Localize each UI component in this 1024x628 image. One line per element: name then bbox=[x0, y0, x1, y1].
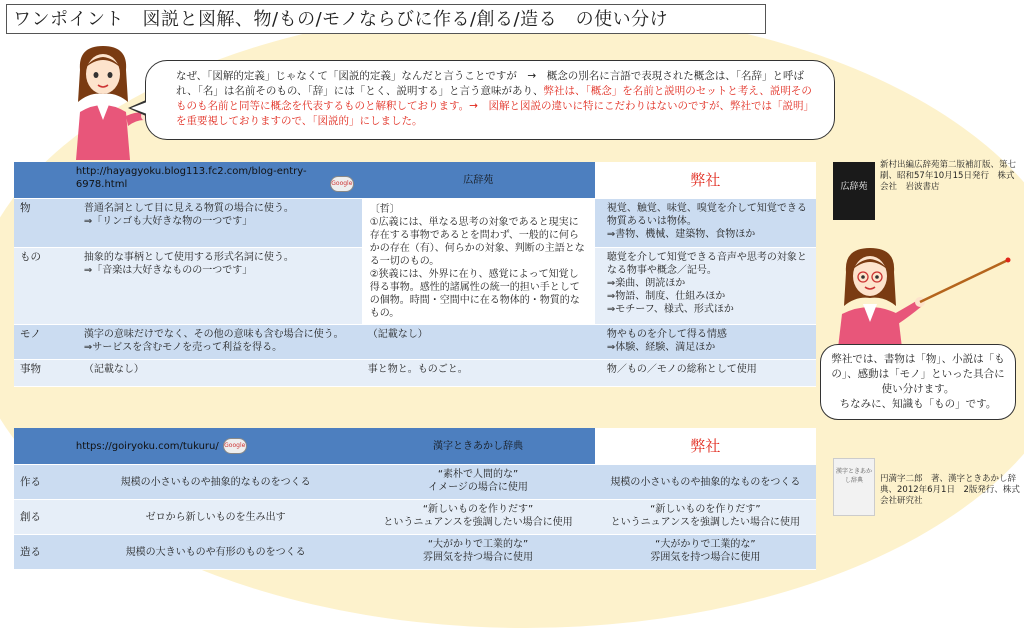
table-mono-header bbox=[14, 162, 816, 199]
mine-cell: 聴覚を介して知覚できる音声や思考の対象となる物事や概念／記号。 ⇒楽曲、朗読ほか ⇒物語、制度、仕組みほか ⇒モチーフ、様式、形式ほか bbox=[595, 247, 816, 324]
dict-cell: （記載なし） bbox=[362, 325, 595, 360]
koujien-book-image: 広辞苑 bbox=[833, 162, 875, 220]
term-cell: 物 bbox=[14, 199, 70, 248]
term-cell: 創る bbox=[14, 500, 70, 535]
table-tsukuru bbox=[14, 428, 816, 570]
header-mine: 弊社 bbox=[595, 162, 816, 199]
table-row bbox=[14, 465, 816, 500]
web-cell: 普通名詞として目に見える物質の場合に使う。 ⇒「リンゴも大好きな物の一つです」 bbox=[70, 199, 362, 248]
book2-info: 円満字二郎 著、漢字ときあかし辞典、2012年6月1日 2版発行、株式会社研究社 bbox=[880, 474, 1020, 506]
dict-merged-cell: 〔哲〕 ①広義には、単なる思考の対象であると現実に存在する事物であるとを問わず、一般的に何らかの存在（有）、何らかの対象、判断の主語となる一切のもの。 ②狭義には、外界に在り、感覚によって知覚し得る事物。感性的諸属性の統一的担い手としての個物。時間・空間中に在る物体的・物質的なもの。 bbox=[362, 199, 595, 325]
book1-info: 新村出編広辞苑第二版補訂版、第七刷、昭和57年10月15日発行 株式会社 岩波書店 bbox=[880, 160, 1017, 192]
table-row bbox=[14, 360, 816, 387]
source-url-link[interactable]: https://goiryoku.com/tukuru/ bbox=[75, 441, 219, 452]
header-url-cell bbox=[70, 428, 362, 465]
table-row bbox=[14, 325, 816, 360]
header-url-cell bbox=[70, 162, 362, 199]
table-mono bbox=[14, 162, 816, 387]
header-dict: 漢字ときあかし辞典 bbox=[361, 428, 594, 465]
mine-cell: 物／もの／モノの総称として使用 bbox=[595, 360, 816, 387]
web-cell: 規模の小さいものや抽象的なものをつくる bbox=[70, 465, 362, 500]
intro-speech-bubble bbox=[145, 60, 835, 140]
dict-cell: “大がかりで工業的な” 雰囲気を持つ場合に使用 bbox=[361, 535, 594, 570]
google-icon: Google bbox=[330, 176, 354, 192]
mine-cell: “大がかりで工業的な” 雰囲気を持つ場合に使用 bbox=[595, 535, 816, 570]
term-cell: モノ bbox=[14, 325, 70, 360]
mine-cell: 規模の小さいものや抽象的なものをつくる bbox=[595, 465, 816, 500]
dict-cell: “素朴で人間的な” イメージの場合に使用 bbox=[361, 465, 594, 500]
kanji-dictionary-book-image: 漢字ときあかし辞典 bbox=[833, 458, 875, 516]
web-cell: 規模の大きいものや有形のものをつくる bbox=[70, 535, 362, 570]
dict-cell: 事と物と。ものごと。 bbox=[362, 360, 595, 387]
web-cell: ゼロから新しいものを生み出す bbox=[70, 500, 362, 535]
table-row bbox=[14, 199, 816, 248]
header-empty bbox=[14, 428, 70, 465]
dict-cell: “新しいものを作りだす” というニュアンスを強調したい場合に使用 bbox=[361, 500, 594, 535]
header-mine: 弊社 bbox=[595, 428, 816, 465]
teacher-girl-illustration bbox=[828, 244, 1018, 348]
header-empty bbox=[14, 162, 70, 199]
table-row bbox=[14, 535, 816, 570]
page-title: ワンポイント 図説と図解、物/もの/モノならびに作る/創る/造る の使い分け bbox=[6, 4, 766, 34]
intro-text-2: 弊社は、「概念」を名前と説明のセットと考え、説明そのものも名前と同等に概念を代表するものと解釈しております。→ bbox=[176, 85, 812, 112]
header-dict: 広辞苑 bbox=[362, 162, 595, 199]
term-cell: 事物 bbox=[14, 360, 70, 387]
intro-text-1: なぜ、「図解的定義」じゃなくて「図説的定義」なんだと言うことですが → 概念の別名に言語で表現された概念は、「名辞」と呼ばれ、「名」は名前そのもの、「辞」には「とく、説明する」と言う意味があり、 bbox=[176, 70, 804, 97]
term-cell: 造る bbox=[14, 535, 70, 570]
table-tsukuru-header bbox=[14, 428, 816, 465]
table-row bbox=[14, 500, 816, 535]
source-url-link[interactable]: http://hayagyoku.blog113.fc2.com/blog-entry-6978.html bbox=[75, 166, 307, 190]
google-icon: Google bbox=[223, 438, 247, 454]
mine-cell: “新しいものを作りだす” というニュアンスを強調したい場合に使用 bbox=[595, 500, 816, 535]
intro-text-3: 図解と図説の違いに特にこだわりはないのですが、弊社では「説明」を重要視しておりますので、「図説的」にしました。 bbox=[176, 100, 814, 127]
term-cell: 作る bbox=[14, 465, 70, 500]
bubble-tail-inner bbox=[131, 102, 147, 114]
term-cell: もの bbox=[14, 247, 70, 324]
web-cell: 漢字の意味だけでなく、その他の意味も含む場合に使う。 ⇒サービスを含むモノを売って利益を得る。 bbox=[70, 325, 362, 360]
web-cell: （記載なし） bbox=[70, 360, 362, 387]
mine-cell: 視覚、触覚、味覚、嗅覚を介して知覚できる物質あるいは物体。 ⇒書物、機械、建築物、食物ほか bbox=[595, 199, 816, 248]
usage-speech-bubble: 弊社では、書物は「物」、小説は「もの」、感動は「モノ」といった具合に使い分けます。 ちなみに、知識も「もの」です。 bbox=[820, 344, 1016, 420]
web-cell: 抽象的な事柄として使用する形式名詞に使う。 ⇒「音楽は大好きなものの一つです」 bbox=[70, 247, 362, 324]
mine-cell: 物やものを介して得る情感 ⇒体験、経験、満足ほか bbox=[595, 325, 816, 360]
